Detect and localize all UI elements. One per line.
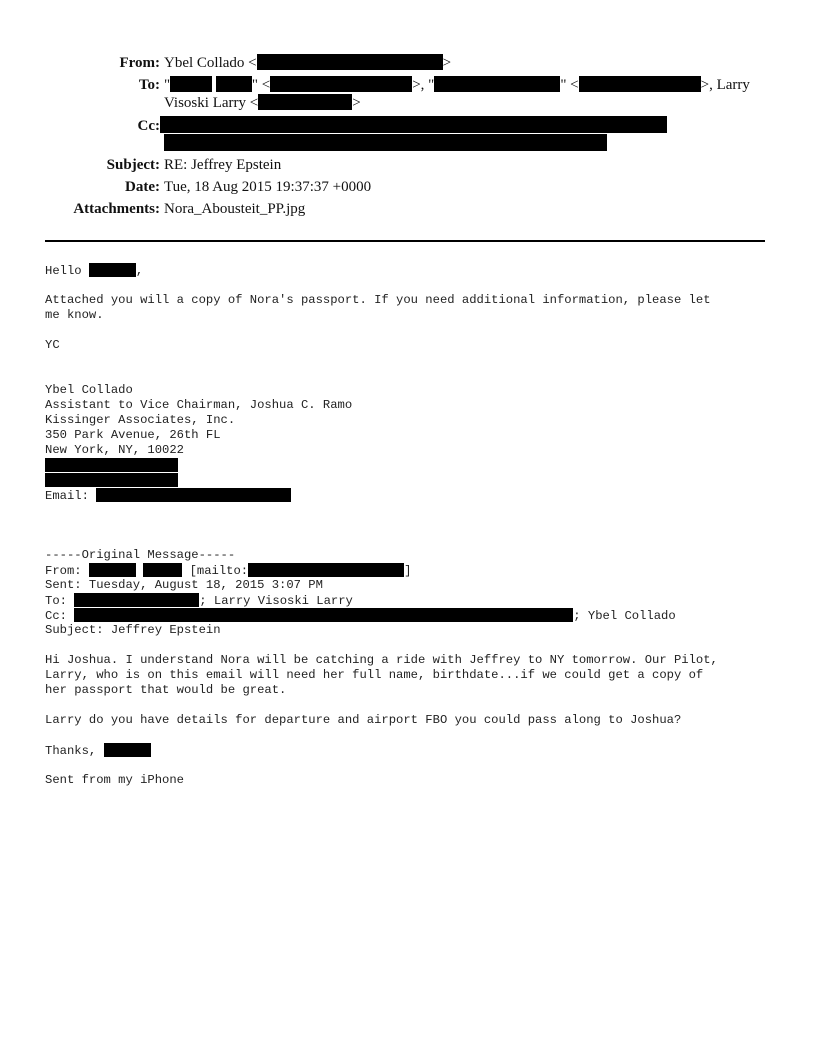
original-to-tail: ; Larry Visoski Larry	[199, 594, 353, 608]
signature-email	[45, 488, 291, 504]
original-subject: Subject: Jeffrey Epstein	[45, 623, 221, 637]
redaction-block	[89, 563, 136, 577]
date-value: Tue, 18 Aug 2015 19:37:37 +0000	[164, 179, 372, 195]
thanks-text: Thanks,	[45, 744, 97, 758]
original-message-line: her passport that would be great.	[45, 683, 287, 697]
greeting-comma: ,	[135, 264, 144, 278]
redaction-block	[257, 54, 443, 70]
date-label: Date:	[125, 179, 160, 195]
sent-from-iphone: Sent from my iPhone	[45, 773, 184, 787]
signature-name: Ybel Collado	[45, 383, 133, 397]
to-mid2: " <	[560, 77, 579, 93]
subject-value: RE: Jeffrey Epstein	[164, 157, 282, 173]
redaction-block	[74, 593, 199, 607]
original-from	[45, 563, 411, 579]
to-label: To:	[138, 77, 160, 93]
redaction-block	[258, 94, 352, 110]
original-cc-label: Cc:	[45, 609, 67, 623]
to-sep: >, "	[412, 77, 435, 93]
signature-city: New York, NY, 10022	[45, 443, 184, 457]
redaction-block	[170, 76, 212, 92]
greeting	[45, 263, 143, 279]
original-thanks	[45, 743, 151, 759]
redaction-block	[104, 743, 151, 757]
redaction-block	[248, 563, 404, 577]
to-end: >, Larry	[700, 77, 750, 93]
signature-title: Assistant to Vice Chairman, Joshua C. Ramo	[45, 398, 353, 412]
original-message-line: Larry do you have details for departure and airport FBO you could pass along to Joshua?	[45, 713, 682, 727]
from-value	[164, 53, 451, 73]
to-mid: " <	[251, 77, 271, 93]
original-from-label: From:	[45, 564, 82, 578]
redaction-block	[74, 608, 573, 622]
signature-redacted-line	[45, 458, 178, 474]
email-label: Email:	[45, 489, 89, 503]
cc-value-line2	[164, 134, 607, 154]
signature-company: Kissinger Associates, Inc.	[45, 413, 236, 427]
attachments-label: Attachments:	[73, 201, 160, 217]
header-divider	[45, 240, 765, 242]
redaction-block	[270, 76, 412, 92]
original-message-divider: -----Original Message-----	[45, 548, 236, 562]
email-header	[0, 0, 816, 230]
signature-redacted-line	[45, 473, 178, 489]
to-line2-close: >	[352, 95, 361, 111]
body-paragraph-line: Attached you will a copy of Nora's passport. If you need additional information, please let	[45, 293, 711, 307]
redaction-block	[45, 473, 178, 487]
redaction-block	[143, 563, 182, 577]
original-cc	[45, 608, 676, 624]
original-sent: Sent: Tuesday, August 18, 2015 3:07 PM	[45, 578, 323, 592]
cc-value	[160, 116, 667, 136]
original-message-line: Hi Joshua. I understand Nora will be catching a ride with Jeffrey to NY tomorrow. Our Pilot,	[45, 653, 718, 667]
redaction-block	[160, 116, 667, 133]
redaction-block	[216, 76, 252, 92]
redaction-block	[96, 488, 291, 502]
original-to	[45, 593, 353, 609]
mailto-text: [mailto:	[189, 564, 249, 578]
redaction-block	[89, 263, 136, 277]
from-name: Ybel Collado <	[164, 55, 257, 71]
redaction-block	[579, 76, 701, 92]
signature-address: 350 Park Avenue, 26th FL	[45, 428, 221, 442]
to-quote: "	[164, 77, 171, 93]
body-paragraph-line: me know.	[45, 308, 104, 322]
redaction-block	[45, 458, 178, 472]
original-cc-tail: ; Ybel Collado	[573, 609, 676, 623]
original-message-line: Larry, who is on this email will need her full name, birthdate...if we could get a copy of	[45, 668, 704, 682]
redaction-block	[164, 134, 607, 151]
cc-label: Cc:	[137, 118, 160, 134]
redaction-block	[434, 76, 560, 92]
from-label: From:	[119, 55, 160, 71]
original-to-label: To:	[45, 594, 67, 608]
subject-label: Subject:	[106, 157, 160, 173]
to-line2: Visoski Larry <	[164, 95, 259, 111]
to-value-line2	[164, 93, 361, 113]
greeting-text: Hello	[45, 264, 82, 278]
attachment-file-link[interactable]: Nora_Abousteit_PP.jpg	[164, 201, 306, 217]
mailto-close: ]	[404, 564, 412, 578]
from-close: >	[442, 55, 452, 71]
initials: YC	[45, 338, 60, 352]
to-value	[164, 75, 750, 95]
